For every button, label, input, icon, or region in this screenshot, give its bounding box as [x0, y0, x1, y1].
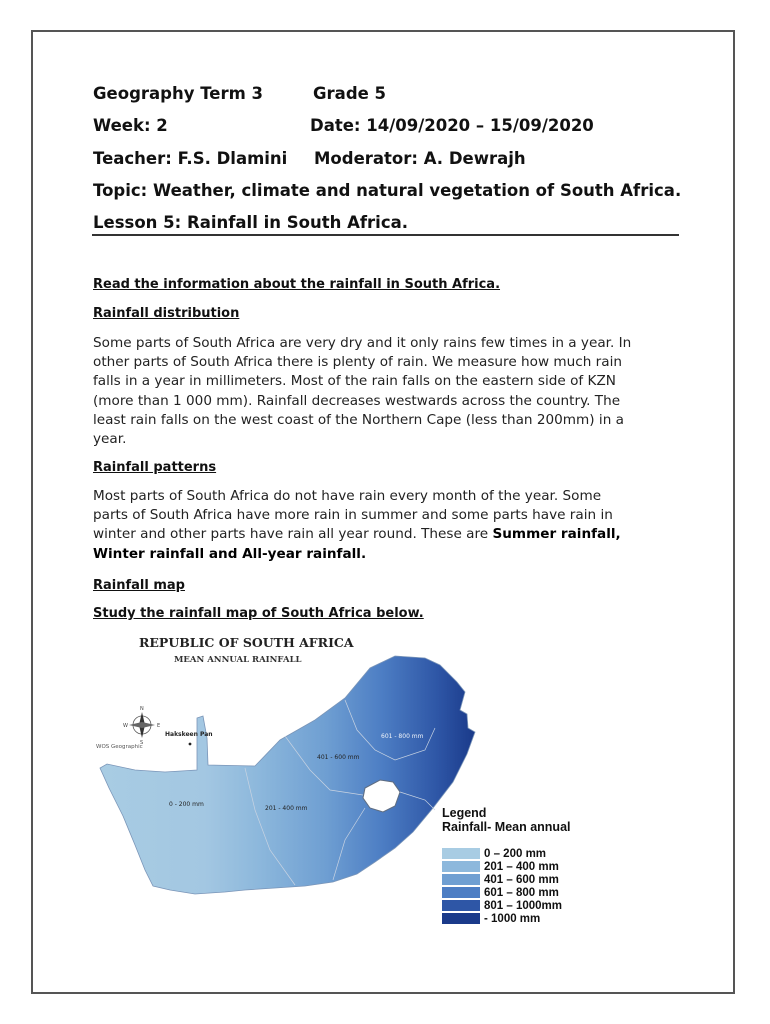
distribution-line: Some parts of South Africa are very dry and it only rains few times in a year. In [93, 335, 632, 351]
grade-label: Grade 5 [313, 84, 387, 103]
patterns-paragraph [93, 487, 678, 564]
legend-swatch [442, 874, 480, 885]
zone-label: 201 - 400 mm [265, 805, 308, 812]
legend-item [442, 847, 571, 860]
legend-label: 0 – 200 mm [484, 847, 547, 860]
header-divider [92, 234, 679, 236]
compass-e: E [157, 723, 161, 729]
map-credit: WOS Geographic [96, 744, 143, 750]
legend-swatch [442, 848, 480, 859]
subject-title: Geography Term 3 [93, 84, 264, 103]
legend-item [442, 860, 571, 873]
legend-swatch [442, 913, 480, 924]
week-label: Week: 2 [93, 116, 168, 135]
zone-label: 601 - 800 mm [381, 733, 424, 740]
hakskeen-pan-marker [189, 743, 192, 746]
compass-s: S [140, 740, 144, 746]
legend-label: 601 – 800 mm [484, 886, 559, 899]
read-instruction: Read the information about the rainfall in South Africa. [93, 277, 501, 292]
legend-swatch [442, 887, 480, 898]
distribution-line: other parts of South Africa there is plenty of rain. We measure how much rain [93, 354, 622, 371]
distribution-line: least rain falls on the west coast of the Northern Cape (less than 200mm) in a [93, 411, 624, 428]
legend-label: 801 – 1000mm [484, 899, 563, 912]
legend-item [442, 912, 571, 925]
legend-item [442, 873, 571, 886]
legend-label: 201 – 400 mm [484, 860, 559, 873]
distribution-heading: Rainfall distribution [93, 306, 240, 321]
distribution-line: falls in a year in millimeters. Most of the rain falls on the eastern side of KZN [93, 373, 616, 390]
patterns-line: winter and other parts have rain all year round. These are [93, 526, 493, 543]
legend-swatch [442, 900, 480, 911]
legend-swatch [442, 861, 480, 872]
zone-label: 401 - 600 mm [317, 754, 360, 761]
map-title: REPUBLIC OF SOUTH AFRICA [139, 635, 354, 650]
legend-subtitle: Rainfall- Mean annual [442, 820, 571, 834]
legend-item [442, 899, 571, 912]
patterns-line: Most parts of South Africa do not have rain every month of the year. Some [93, 488, 602, 504]
patterns-line: parts of South Africa have more rain in summer and some parts have rain in [93, 507, 613, 524]
legend-label: 401 – 600 mm [484, 873, 559, 886]
summer-rainfall-term: Summer rainfall, [492, 526, 621, 543]
legend-items [442, 847, 571, 925]
compass-w: W [123, 723, 128, 729]
compass-n: N [140, 706, 144, 712]
topic-heading: Topic: Weather, climate and natural vegetation of South Africa. [93, 181, 682, 200]
zone-label: 0 - 200 mm [169, 801, 204, 808]
hakskeen-pan-label: Hakskeen Pan [165, 731, 213, 738]
moderator-label: Moderator: A. Dewrajh [314, 149, 526, 168]
legend-label: - 1000 mm [484, 912, 541, 925]
date-label: Date: 14/09/2020 – 15/09/2020 [310, 116, 594, 135]
lesson-heading: Lesson 5: Rainfall in South Africa. [93, 213, 409, 232]
compass-rose [123, 706, 160, 746]
map-subtitle: MEAN ANNUAL RAINFALL [174, 655, 302, 665]
winter-allyear-rainfall-term: Winter rainfall and All-year rainfall. [93, 545, 367, 562]
distribution-paragraph [93, 334, 678, 449]
study-instruction: Study the rainfall map of South Africa below. [93, 606, 424, 621]
map-legend [442, 806, 571, 925]
teacher-label: Teacher: F.S. Dlamini [93, 149, 288, 168]
distribution-line: (more than 1 000 mm). Rainfall decreases westwards across the country. The [93, 392, 621, 409]
legend-item [442, 886, 571, 899]
south-africa-outline [100, 656, 475, 894]
map-heading: Rainfall map [93, 578, 185, 593]
patterns-heading: Rainfall patterns [93, 460, 217, 475]
distribution-line: year. [93, 431, 127, 448]
legend-title: Legend [442, 806, 487, 820]
